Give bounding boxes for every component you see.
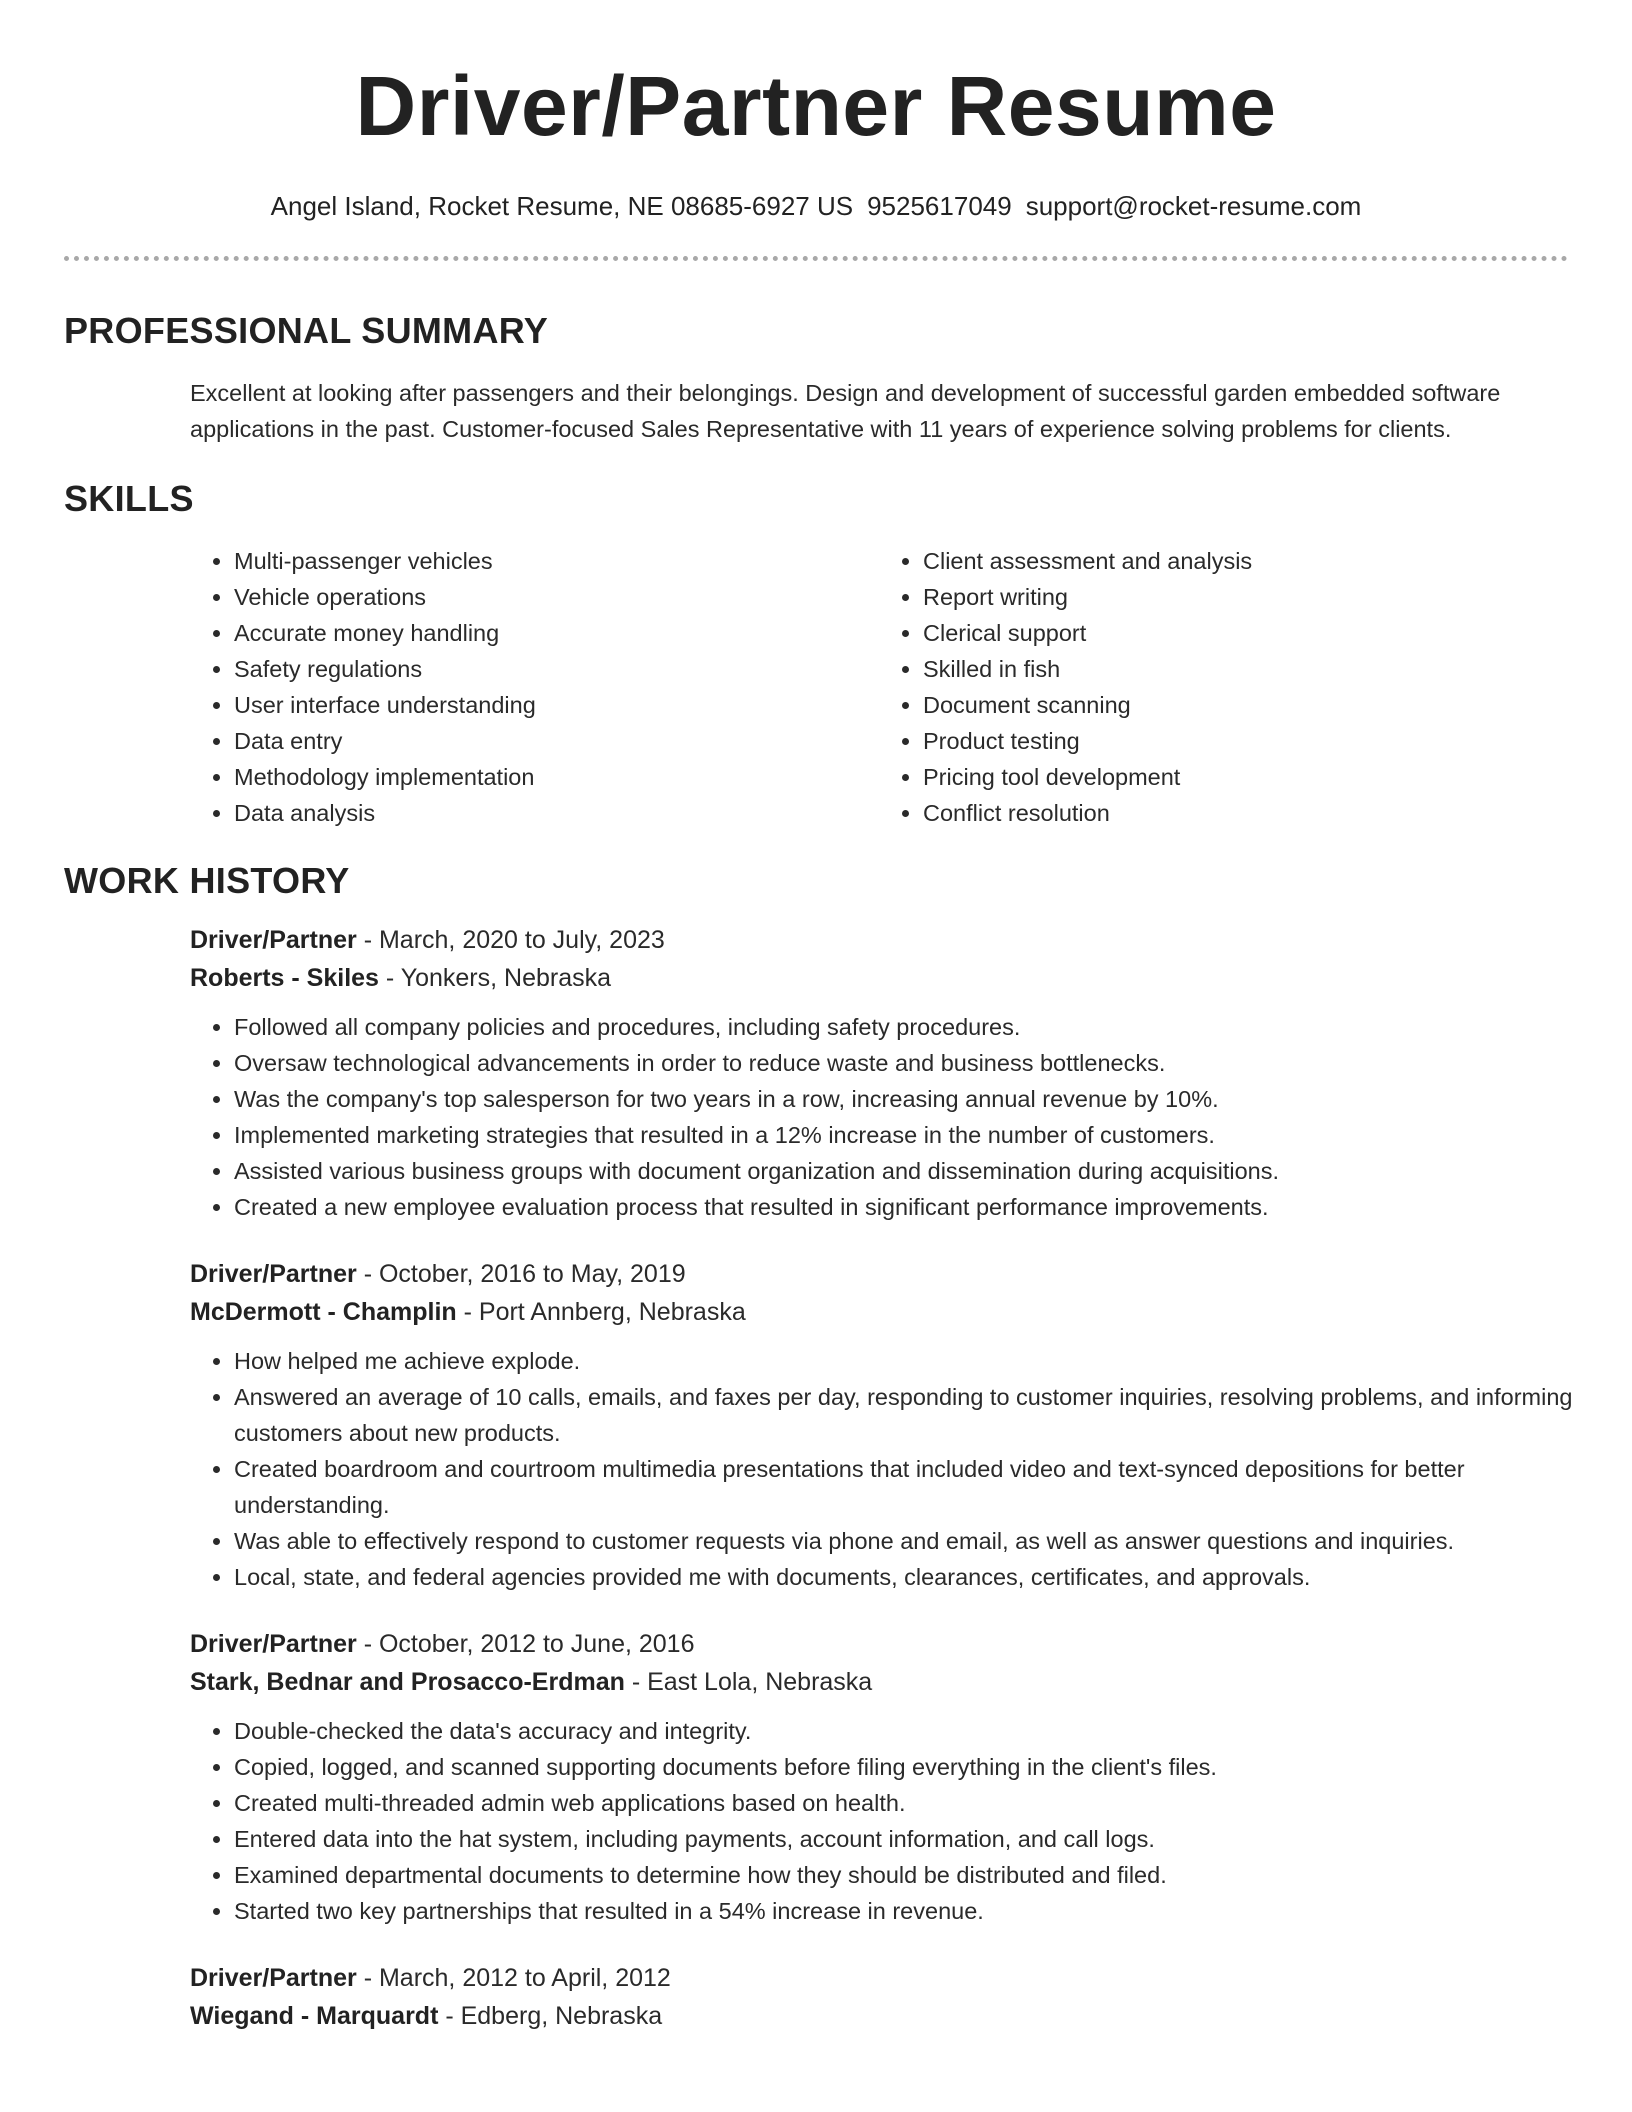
job-title-line xyxy=(190,1959,1580,1997)
job-company-line xyxy=(190,959,1580,997)
job-company: Stark, Bednar and Prosacco-Erdman xyxy=(190,1668,625,1696)
job-entry xyxy=(190,1255,1580,1595)
job-bullet: • Created a new employee evaluation process that resulted in significant performance improvements. xyxy=(234,1189,1580,1225)
job-location: - Yonkers, Nebraska xyxy=(378,964,612,992)
skill-item: • Report writing xyxy=(923,579,1568,615)
job-bullet: • Double-checked the data's accuracy and integrity. xyxy=(234,1713,1580,1749)
job-bullet: • Created multi-threaded admin web applications based on health. xyxy=(234,1785,1580,1821)
job-bullets xyxy=(190,1343,1580,1595)
skill-item: • Safety regulations xyxy=(234,651,879,687)
job-bullet: • Followed all company policies and procedures, including safety procedures. xyxy=(234,1009,1580,1045)
job-title: Driver/Partner xyxy=(190,1260,357,1288)
skill-item: • Skilled in fish xyxy=(923,651,1568,687)
skills-column-left xyxy=(190,543,879,831)
job-company-line xyxy=(190,1997,1580,2035)
job-company: Roberts - Skiles xyxy=(190,964,379,992)
summary-heading: PROFESSIONAL SUMMARY xyxy=(64,310,549,351)
skill-item: • Accurate money handling xyxy=(234,615,879,651)
job-bullet: • Local, state, and federal agencies provided me with documents, clearances, certificates, and approvals. xyxy=(234,1559,1580,1595)
skills-heading: SKILLS xyxy=(64,478,194,519)
job-company-line xyxy=(190,1663,1580,1701)
job-company-line xyxy=(190,1293,1580,1331)
job-bullet: • Copied, logged, and scanned supporting documents before filing everything in the client's files. xyxy=(234,1749,1580,1785)
job-company: Wiegand - Marquardt xyxy=(190,2002,439,2030)
job-location: - Edberg, Nebraska xyxy=(438,2002,663,2030)
skill-item: • Client assessment and analysis xyxy=(923,543,1568,579)
job-location: - Port Annberg, Nebraska xyxy=(456,1298,746,1326)
resume-title: Driver/Partner Resume xyxy=(355,59,1277,153)
skill-item: • Vehicle operations xyxy=(234,579,879,615)
job-bullets xyxy=(190,1713,1580,1929)
skill-item: • Methodology implementation xyxy=(234,759,879,795)
job-bullet: • Started two key partnerships that resulted in a 54% increase in revenue. xyxy=(234,1893,1580,1929)
job-entry xyxy=(190,921,1580,1225)
job-bullet: • Created boardroom and courtroom multimedia presentations that included video and text-synced depositions for better understanding. xyxy=(234,1451,1580,1523)
job-title-line xyxy=(190,1255,1580,1293)
skill-item: • Document scanning xyxy=(923,687,1568,723)
job-dates: - October, 2012 to June, 2016 xyxy=(356,1630,695,1658)
job-bullet: • Assisted various business groups with document organization and dissemination during acquisitions. xyxy=(234,1153,1580,1189)
skill-item: • Pricing tool development xyxy=(923,759,1568,795)
job-title: Driver/Partner xyxy=(190,926,357,954)
job-company: McDermott - Champlin xyxy=(190,1298,457,1326)
skill-item: • Conflict resolution xyxy=(923,795,1568,831)
job-dates: - March, 2020 to July, 2023 xyxy=(356,926,665,954)
job-bullet: • Implemented marketing strategies that resulted in a 12% increase in the number of customers. xyxy=(234,1117,1580,1153)
skill-item: • User interface understanding xyxy=(234,687,879,723)
summary-text: Excellent at looking after passengers and their belongings. Design and development of successful garden embedded software applications in the past. Customer-focused Sales Representative with 11 years of experience solving problems for clients. xyxy=(190,380,1501,442)
contact-phone: 9525617049 xyxy=(867,191,1012,221)
skill-item: • Clerical support xyxy=(923,615,1568,651)
job-entry xyxy=(190,1959,1580,2035)
job-bullet: • Was able to effectively respond to customer requests via phone and email, as well as answer questions and inquiries. xyxy=(234,1523,1580,1559)
job-title-line xyxy=(190,1625,1580,1663)
job-bullet: • Answered an average of 10 calls, emails, and faxes per day, responding to customer inquiries, resolving problems, and informing customers about new products. xyxy=(234,1379,1580,1451)
skill-item: • Product testing xyxy=(923,723,1568,759)
skill-item: • Data analysis xyxy=(234,795,879,831)
skill-item: • Multi-passenger vehicles xyxy=(234,543,879,579)
job-bullet: • Was the company's top salesperson for two years in a row, increasing annual revenue by 10%. xyxy=(234,1081,1580,1117)
skill-item: • Data entry xyxy=(234,723,879,759)
contact-line xyxy=(64,190,1568,222)
job-bullet: • Entered data into the hat system, including payments, account information, and call logs. xyxy=(234,1821,1580,1857)
header-divider xyxy=(64,256,1568,261)
skills-list xyxy=(190,543,1568,831)
work-history-heading: WORK HISTORY xyxy=(64,860,350,901)
job-title-line xyxy=(190,921,1580,959)
job-dates: - March, 2012 to April, 2012 xyxy=(356,1964,671,1992)
job-bullet: • How helped me achieve explode. xyxy=(234,1343,1580,1379)
job-location: - East Lola, Nebraska xyxy=(624,1668,873,1696)
job-title: Driver/Partner xyxy=(190,1964,357,1992)
resume-page xyxy=(64,0,1573,2035)
job-bullets xyxy=(190,1009,1580,1225)
skills-column-right xyxy=(879,543,1568,831)
job-entry xyxy=(190,1625,1580,1929)
contact-email: support@rocket-resume.com xyxy=(1025,191,1362,221)
job-bullet: • Oversaw technological advancements in order to reduce waste and business bottlenecks. xyxy=(234,1045,1580,1081)
job-title: Driver/Partner xyxy=(190,1630,357,1658)
job-dates: - October, 2016 to May, 2019 xyxy=(356,1260,686,1288)
job-bullet: • Examined departmental documents to determine how they should be distributed and filed. xyxy=(234,1857,1580,1893)
contact-address: Angel Island, Rocket Resume, NE 08685-6927 US xyxy=(270,191,854,221)
